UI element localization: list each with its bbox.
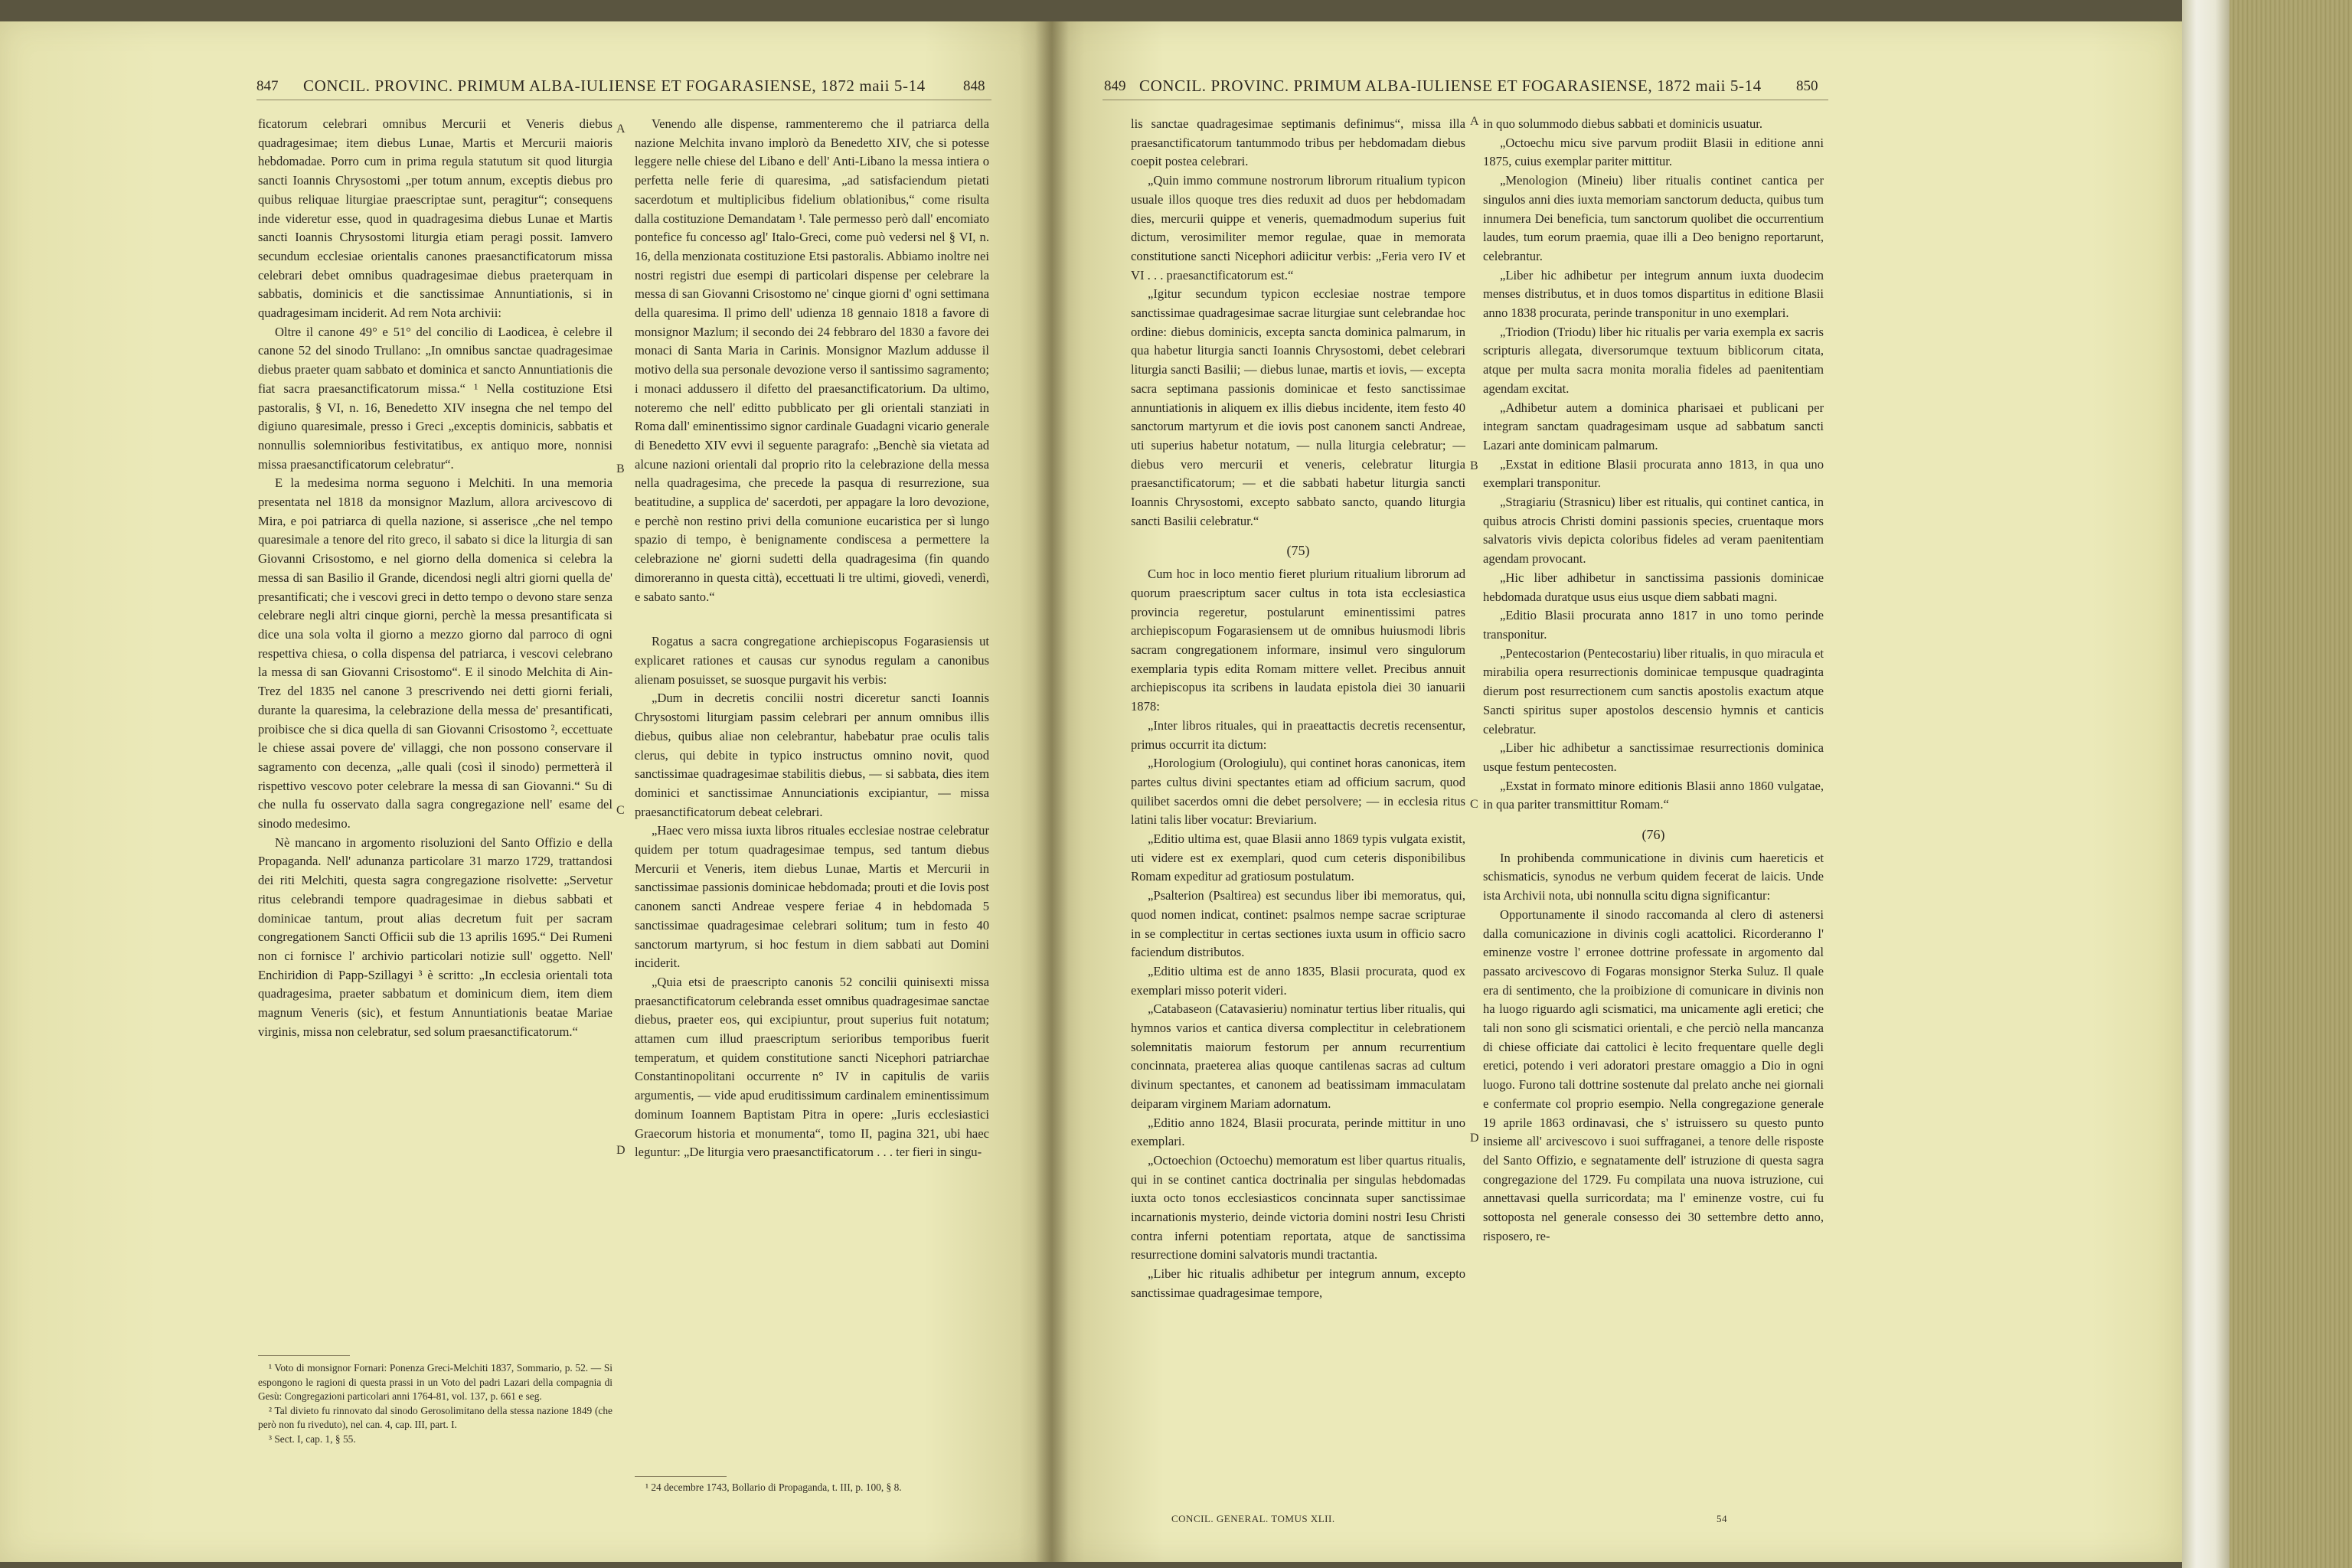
paragraph: „Editio anno 1824, Blasii procurata, perinde mittitur in uno exemplari. (1131, 1115, 1465, 1149)
margin-marker: C (1470, 798, 1478, 811)
paragraph: „Pentecostarion (Pentecostariu) liber ritualis, in quo miracula et mirabilia opera resurrectionis dominicae tempusque quadraginta dierum post resurrectionem cum sanctis apostolis exactum atque Sancti spiritus super apostolos descensio hymnis et canticis celebratur. (1483, 645, 1824, 737)
footnotes-right-col (635, 1481, 989, 1495)
paragraph: Cum hoc in loco mentio fieret plurium ritualium librorum ad quorum praescriptum sacer cultus in tota ista ecclesiastica provincia regeretur, postularunt eminentissimi patres archiepiscopum Fogarasiensem ut de omnibus huiusmodi libris sacram congregationem informare, insimul vero singulorum exemplaria typis edita Romam mittere vellet. Precibus annuit archiepiscopus ita scribens in laudata epistola diei 30 ianuarii 1878: (1131, 567, 1465, 714)
footnote: ¹ 24 decembre 1743, Bollario di Propaganda, t. III, p. 100, § 8. (645, 1481, 902, 1493)
book-binding (2230, 0, 2352, 1568)
page-number: 849 (1104, 78, 1126, 94)
footnote-rule (258, 1355, 350, 1356)
page-number: 848 (963, 78, 985, 94)
paragraph: „Horologium (Orologiulu), qui continet horas canonicas, item partes cultus divini spectantes etiam ad officium sacrum, quod quilibet sacerdos omni die debet persolvere; — in ecclesia ritus latini talis liber vocatur: Breviarium. (1131, 756, 1465, 828)
paragraph: „Liber hic adhibetur a sanctissimae resurrectionis dominica usque festum pentecosten. (1483, 740, 1824, 774)
paragraph: „Octoechion (Octoechu) memoratum est liber quartus ritualis, qui in se continet cantica doctrinalia per singulas hebdomadas iuxta octo tonos ecclesiasticos concinnata super sanctissimae incarnationis mysterio, deinde victoria domini nostri Iesu Christi contra inferni potentiam reportata, atque de sanctissima resurrectione domini salvatoris mundi tractantia. (1131, 1152, 1465, 1263)
paragraph: in quo solummodo diebus sabbati et dominicis usuatur. (1483, 116, 1763, 131)
paragraph: In prohibenda communicatione in divinis cum haereticis et schismaticis, synodus ne verbum quidem fecerat de laicis. Unde ista Archivii nota, ubi nonnulla scitu digna significantur: (1483, 850, 1824, 903)
sheet-number: 54 (1717, 1513, 1727, 1524)
paragraph: E la medesima norma seguono i Melchiti. In una memoria presentata nel 1818 da monsignor Mazlum, allora arcivescovo di Mira, e poi patriarca di quella nazione, si asserisce „che nel tempo quaresimale a tenore del rito greco, il sabato si dice la liturgia di san Giovanni Crisostomo, e nel giorno della domenica si celebra la messa di san Basilio il Grande, dicendosi negli altri giorni quella de' presantificati; che i vescovi greci in detto tempo o devono stare senza celebrare negli altri cinque giorni, perchè la messa presantificata si dice una sola volta il giorno a mezzo giorno dal parroco di ogni respettiva chiesa, o colla dispensa del patriarca, i vescovi celebrano la messa di san Giovanni Crisostomo“. E il sinodo Melchita di Ain-Trez del 1835 nel canone 3 prescrivendo nei detti giorni feriali, durante la quaresima, la celebrazione della messa de' presantificati, proibisce che si dica quella di san Giovanni Crisostomo ², eccettuate le chiese assai povere de' villaggi, che non possono conservare il sagramento con decenza, „alle quali (così il sinodo) permetterà il rispettivo vescovo poter celebrare la messa di san Giovanni.“ Su di che nulla fu osservato dalla sagra congregazione nell' esame del sinodo medesimo. (258, 475, 612, 831)
footnote: ² Tal divieto fu rinnovato dal sinodo Gerosolimitano della stessa nazione 1849 (che però non fu riveduto), nel can. 4, cap. III, part. I. (258, 1404, 612, 1431)
left-page-column-2 (635, 115, 989, 1470)
section-number: (76) (1642, 827, 1665, 843)
paragraph: „Editio Blasii procurata anno 1817 in uno tomo perinde transponitur. (1483, 608, 1824, 642)
paragraph: „Quia etsi de praescripto canonis 52 concilii quinisexti missa praesanctificatorum celebranda esset omnibus quadragesimae sanctae diebus, praeter eos, qui excipiuntur, prout superius fuit notatum; attamen cum illud praescriptum serioribus temporibus fuerit temperatum, et quidem constitutione sancti Nicephori patriarchae Constantinopolitani occurrente n° IV in capitulis de variis argumentis, — vide apud eruditissimum cardinalem eminentissimum dominum Ioannem Baptistam Pitra in opere: „Iuris ecclesiastici Graecorum historia et monumenta“, tomo II, pagina 321, ubi haec leguntur: „De liturgia vero praesanctificatorum . . . ter fieri in singu- (635, 974, 989, 1160)
paragraph: Oltre il canone 49° e 51° del concilio di Laodicea, è celebre il canone 52 del sinodo Trullano: „In omnibus sanctae quadragesimae diebus praeter quam sabbato et dominica et sancto Annuntiationis die fiat sacra praesanctificatorum missa.“ ¹ Nella costituzione Etsi pastoralis, § VI, n. 16, Benedetto XIV insegna che nel tempo del digiuno quaresimale, presso i Greci „exceptis dominicis, sabbatis et nonnullis solemnioribus festivitatibus, ex antiquo more, nonnisi missa praesanctificatorum celebratur“. (258, 324, 612, 472)
margin-marker: D (1470, 1132, 1479, 1145)
paragraph: „Exstat in formato minore editionis Blasii anno 1860 vulgatae, in qua pariter transmittitur Romam.“ (1483, 778, 1824, 812)
paragraph: „Menologion (Mineiu) liber ritualis continet cantica per singulos anni dies iuxta memoriam sanctorum deducta, quibus tum innumera Dei beneficia, tum sanctorum quolibet die occurrentium laudes, tum eorum praemia, quae illi a Deo benigno reportarunt, celebrantur. (1483, 173, 1824, 263)
paragraph: „Liber hic ritualis adhibetur per integrum annum, excepto sanctissimae quadragesimae tempore, (1131, 1266, 1465, 1300)
paragraph: „Octoechu micu sive parvum prodiit Blasii in editione anni 1875, cuius exemplar pariter mittitur. (1483, 135, 1824, 169)
footnote: ³ Sect. I, cap. 1, § 55. (269, 1432, 356, 1445)
paragraph: lis sanctae quadragesimae septimanis definimus“, missa illa praesanctificatorum tantummodo tribus per hebdomadam diebus coepit postea celebrari. (1131, 116, 1465, 169)
paragraph: Rogatus a sacra congregatione archiepiscopus Fogarasiensis ut explicaret rationes et causas cur synodus regulam a canonibus alienam posuisset, se suosque purgavit his verbis: (635, 634, 989, 687)
right-page-column-1 (1131, 115, 1465, 1504)
signature-mark: CONCIL. GENERAL. TOMUS XLII. (1171, 1513, 1335, 1524)
paragraph: „Editio ultima est, quae Blasii anno 1869 typis vulgata existit, uti videre est ex exemplari, quod cum ceteris disponibilibus Romam expeditur ad gratiosum postulatum. (1131, 831, 1465, 884)
paragraph: „Igitur secundum typicon ecclesiae nostrae tempore sanctissimae quadragesimae sacrae liturgiae sunt celebrandae hoc ordine: diebus dominicis, excepta sancta dominica palmarum, in qua habetur liturgia sancti Ioannis Chrysostomi, debet celebrari liturgia sancti Basilii; — diebus lunae, martis et iovis, — excepta sacra septimana passionis dominicae et festo sanctissimae annuntiationis in aliquem ex illis diebus incidente, item festo 40 sanctorum martyrum et die iovis post canonem sancti Andreae, uti superius habetur notatum, — nulla liturgia celebratur; — diebus vero mercurii et veneris, celebratur liturgia praesanctificatorum; — et die sabbati habetur liturgia sancti Ioannis Chrysostomi, excepto sabbato sancto, quando liturgia sancti Basilii celebratur.“ (1131, 286, 1465, 528)
paragraph: „Hic liber adhibetur in sanctissima passionis dominicae hebdomada duratque usus eius usque diem sabbati magni. (1483, 570, 1824, 604)
left-page-column-1 (258, 115, 612, 1317)
paragraph: „Dum in decretis concilii nostri diceretur sancti Ioannis Chrysostomi liturgiam passim celebrari per annum omnibus illis diebus, quibus aliae non celebrantur, habebatur prae oculis talis clerus, qui debite in typico instructus omnino novit, quod sanctissimae quadragesimae stabilitis diebus, — si sabbata, dies item dominici et sanctissimae Annunciationis excipiantur, — missa praesanctificatorum debeat celebrari. (635, 691, 989, 819)
paragraph: „Triodion (Triodu) liber hic ritualis per varia exempla ex sacris scripturis allegata, diversorumque textuum biblicorum citata, atque per multa sacra monita moralia fideles ad paenitentiam agendam excitat. (1483, 324, 1824, 396)
paragraph: „Stragiariu (Strasnicu) liber est ritualis, qui continet cantica, in quibus atrocis Christi domini passionis species, cruentaque mors salvatoris vivis depicta coloribus fideles ad veram paenitentiam agendam provocant. (1483, 495, 1824, 567)
footnote-rule (635, 1476, 727, 1477)
section-number: (75) (1286, 543, 1310, 559)
margin-marker: C (616, 804, 625, 817)
page-number: 847 (256, 78, 279, 94)
margin-marker: A (616, 122, 626, 136)
paragraph: „Adhibetur autem a dominica pharisaei et publicani per integram sanctam quadragesimam usque ad sabbatum sancti Lazari ante dominicam palmarum. (1483, 400, 1824, 452)
margin-marker: D (616, 1144, 626, 1157)
paragraph: „Editio ultima est de anno 1835, Blasii procurata, quod ex exemplari misso poterit videri. (1131, 963, 1465, 998)
paragraph: „Quin immo commune nostrorum librorum ritualium typicon usuale illos quoque tres dies reduxit ad duos per hebdomadam dies, mercurii quippe et veneris, quemadmodum superius fuit dictum, verosimiliter memor regulae, quae in memorata constitutione sancti Nicephori adiicitur verbis: „Feria vero IV et VI . . . praesanctificatorum est.“ (1131, 173, 1465, 283)
paragraph: Venendo alle dispense, rammenteremo che il patriarca della nazione Melchita invano implorò da Benedetto XIV, che si potesse leggere nelle chiese del Libano e dell' Anti-Libano la messa intiera o perfetta nelle ferie di quaresima, „ad satisfaciendum pietati sacerdotum et multiplicibus fidelium oblationibus,“ come risulta dalla costituzione Demandatam ¹. Tale permesso però dall' encomiato pontefice fu concesso agl' Italo-Greci, come può vedersi nel § VI, n. 16, della menzionata costituzione Etsi pastoralis. Abbiamo inoltre nei nostri registri due esempi di particolari dispense per celebrare la messa di san Giovanni Crisostomo ne' cinque giorni d' ogni settimana della quaresima. Il primo dell' udienza 18 gennaio 1818 a favore di monsignor Mazlum; il secondo dei 24 febbraro del 1830 a favore dei monaci di Santa Maria in Carinis. Monsignor Mazlum addusse il motivo della sua personale devozione verso il santissimo sagramento; i monaci addussero il difetto del praesanctificatorium. Da ultimo, noteremo che nell' editto pubblicato per gli orientali stanziati in Roma dall' eminentissimo signor cardinale Guadagni vicario generale di Benedetto XIV evvi il seguente paragrafo: „Benchè sia vietata ad alcune nazioni orientali dal proprio rito la celebrazione della messa nella quadragesima, che precede la pasqua di resurrezione, sua beatitudine, a supplica de' sacerdoti, per appagare la loro devozione, e perchè non restino privi della comunione eucaristica per sì lungo spazio di tempo, è benignamente condiscesa a permettere la celebrazione ne' giorni sudetti della quadragesima (fin quando dimoreranno in questa città), eccettuati li tre ultimi, giovedì, venerdì, e sabato santo.“ (635, 116, 989, 604)
paragraph: „Haec vero missa iuxta libros rituales ecclesiae nostrae celebratur quidem per totum quadragesimae tempus, sed tantum diebus Mercurii et Veneris, item diebus Lunae, Martis et Mercurii in sanctissimae passionis dominicae hebdomada; prouti et die Iovis post canonem sancti Andreae vespere feriae 4 in hebdomada 5 sanctissimae quadragesimae celebrari solitum; tum in festo 40 sanctorum martyrum, si hoc festum in diem sabbati aut Domini inciderit. (635, 823, 989, 971)
book-gutter (1035, 21, 1069, 1562)
running-head: CONCIL. PROVINC. PRIMUM ALBA-IULIENSE ET FOGARASIENSE, 1872 maii 5-14 (303, 77, 926, 95)
page-edge (2182, 0, 2230, 1568)
footnote: ¹ Voto di monsignor Fornari: Ponenza Greci-Melchiti 1837, Sommario, p. 52. — Si espongono le ragioni di questa prassi in un Voto del padri Lazari della compagnia di Gesù: Congregazioni particolari anni 1764-81, vol. 137, p. 661 e seg. (258, 1362, 612, 1403)
page-number: 850 (1796, 78, 1818, 94)
right-page-column-2 (1483, 115, 1824, 1508)
paragraph: „Psalterion (Psaltirea) est secundus liber ibi memoratus, qui, quod nomen indicat, continet: psalmos nempe sacrae scripturae in se complectitur in certas sectiones iuxta usum in officio sacro faciendum distributos. (1131, 888, 1465, 960)
paragraph: ficatorum celebrari omnibus Mercurii et Veneris diebus quadragesimae; item diebus Lunae, Martis et Mercurii maioris hebdomadae. Porro cum in prima regula statutum sit quod liturgia sancti Ioannis Chrysostomi „per totum annum, exceptis diebus pro quibus reliquae liturgiae praescriptae sunt, peragitur“; consequens inde videretur esse, quod in quadragesima diebus Lunae et Martis sancti Ioannis Chrysostomi liturgia etiam peragi possit. Iamvero secundum ecclesiae orientalis canones praesanctificatorum missa celebrari debet omnibus quadragesimae diebus praeterquam in sabbatis, dominicis et die sanctissimae Annuntiationis, si in quadragesimam inciderit. Ad rem Nota archivii: (258, 116, 612, 321)
footnotes-left (258, 1361, 612, 1447)
paragraph: „Inter libros rituales, qui in praeattactis decretis recensentur, primus occurrit ita dictum: (1131, 717, 1465, 752)
paragraph: „Exstat in editione Blasii procurata anno 1813, in qua uno exemplari transponitur. (1483, 456, 1824, 491)
paragraph: „Liber hic adhibetur per integrum annum iuxta duodecim menses distributus, et in duos tomos dispartitus in editione Blasii anno 1838 procurata, perinde transponitur in uno exemplari. (1483, 267, 1824, 321)
margin-marker: A (1470, 115, 1479, 128)
running-head: CONCIL. PROVINC. PRIMUM ALBA-IULIENSE ET FOGARASIENSE, 1872 maii 5-14 (1139, 77, 1762, 95)
paragraph: Opportunamente il sinodo raccomanda al clero di astenersi dalla comunicazione in divinis cogli acattolici. Ricorderanno l' eminenze vostre l' erronee dottrine professate in argomento dal passato arcivescovo di Fogaras monsignor Sterka Suluz. Il quale era di sentimento, che la proibizione di comunicare in divinis non ha luogo riguardo agli scismatici, ma unicamente agli eretici; che tali non sono gli scismatici orientali, e che perciò nella mancanza di chiese officiate dai cattolici è lecito frequentare quelle degli eretici, potendo i veri adoratori prestare omaggio a Dio in ogni luogo. Furono tali dottrine sostenute dal prelato anche nei giornali e confermate col proprio esempio. Nella congregazione generale 19 aprile 1863 ordinavasi, che s' istruissero su questo punto insieme all' arcivescovo i suoi suffraganei, a tenore delle risposte del Santo Offizio, e segnatamente dell' istruzione di questa sagra congregazione del 1729. Fu compilata una nuova istruzione, cui annettavasi quella surricordata; ma l' eminenze vostre, cui fu sottoposta nel generale consesso dei 30 settembre detto anno, risposero, re- (1483, 906, 1824, 1243)
paragraph: Nè mancano in argomento risoluzioni del Santo Offizio e della Propaganda. Nell' adunanza particolare 31 marzo 1729, trattandosi dei riti Melchiti, questa sagra congregazione risolvette: „Servetur ritus celebrandi tempore quadragesimae in diebus sabbati et dominicae tantum, prout alias decretum fuit per sacram congregationem Sancti Officii sub die 13 aprilis 1695.“ Dei Rumeni non ci fornisce l' archivio particolari notizie sull' oggetto. Nell' Enchiridion di Papp-Szillagyi ³ è scritto: „In ecclesia orientali tota quadragesima, praeter sabbatum et dominicum diem, item diem magnum Veneris (sic), et festum Annuntiationis beatae Mariae virginis, missa non celebratur, sed solum praesanctificatorum.“ (258, 835, 612, 1039)
margin-marker: B (1470, 459, 1478, 472)
margin-marker: B (616, 462, 625, 475)
paragraph: „Catabaseon (Catavasieriu) nominatur tertius liber ritualis, qui hymnos varios et cantica diversa complectitur in celebrationem solemnitatis maiorum festorum per annum recurrentium concinnata, praeterea alias quoque cantilenas sacras ad cultum divinum spectantes, et canonem ad beatissimam immaculatam deiparam virginem Mariam adornatum. (1131, 1001, 1465, 1111)
